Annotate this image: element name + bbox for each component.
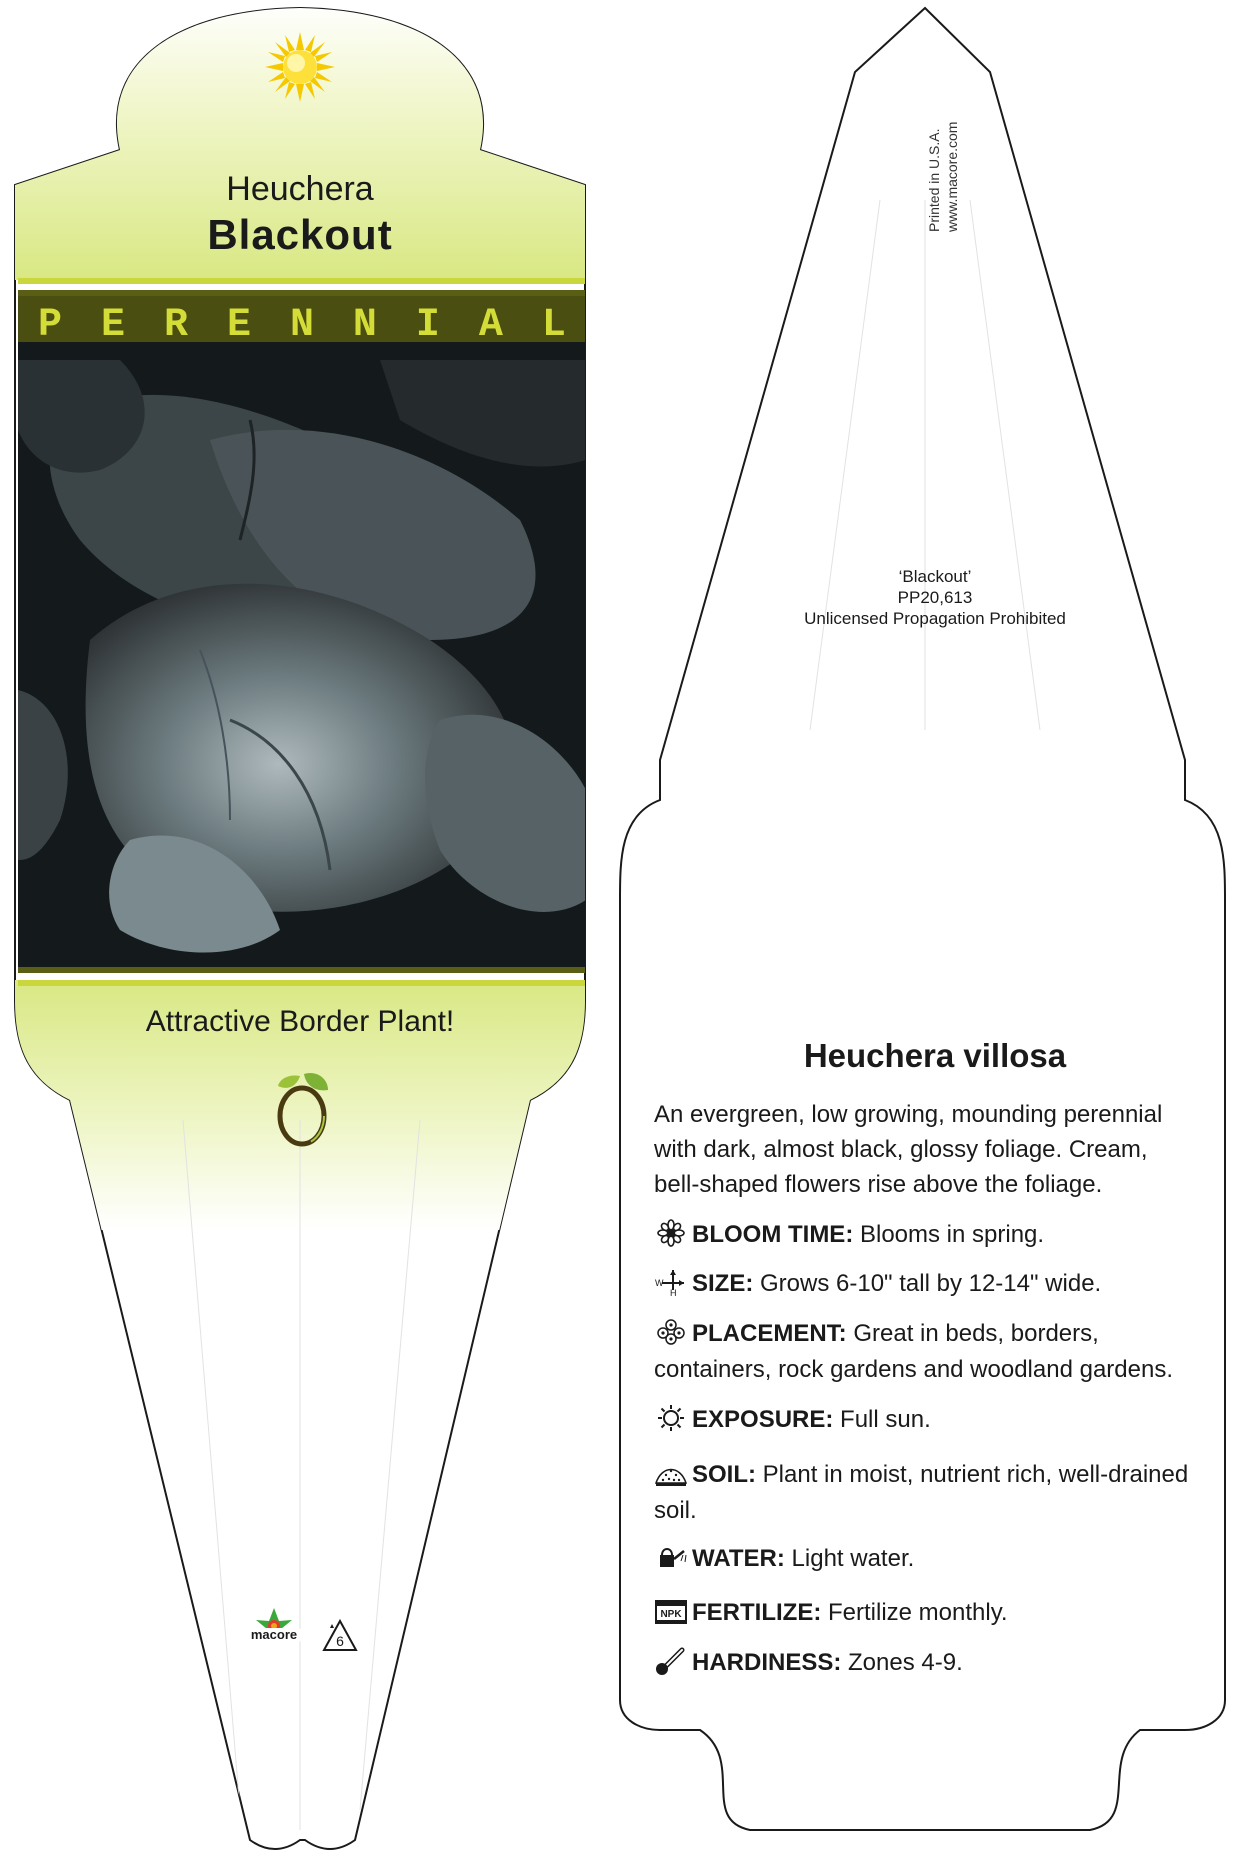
category-letter: A [478, 303, 503, 348]
leaf-logo-icon [272, 1070, 332, 1150]
macore-logo-icon [245, 1606, 303, 1656]
front-tag [0, 0, 600, 1849]
fertilize-value: Fertilize monthly. [821, 1599, 1008, 1626]
size-w-label: W [655, 1278, 664, 1288]
exposure-value: Full sun. [833, 1406, 931, 1433]
size-value: Grows 6-10" tall by 12-14" wide. [753, 1270, 1102, 1297]
care-size [654, 1266, 1194, 1302]
flower-icon [654, 1219, 688, 1247]
care-placement [654, 1316, 1194, 1388]
water-label: WATER: [692, 1545, 785, 1572]
npk-text: NPK [660, 1609, 682, 1620]
category-letter: E [100, 303, 125, 348]
soil-icon [654, 1459, 688, 1487]
species-name: Heuchera villosa [803, 1037, 1067, 1074]
patent-number: PP20,613 [897, 588, 973, 607]
placement-icon [654, 1318, 688, 1346]
watering-can-icon [654, 1543, 688, 1571]
category-letter: E [226, 303, 251, 348]
care-hardiness [654, 1645, 1194, 1681]
size-h-label: H [670, 1288, 677, 1296]
thermometer-icon [654, 1647, 688, 1675]
category-letter: N [289, 303, 314, 348]
tagline: Attractive Border Plant! [145, 1005, 455, 1038]
patent-cultivar: ‘Blackout’ [898, 567, 972, 586]
fertilize-label: FERTILIZE: [692, 1599, 822, 1626]
exposure-label: EXPOSURE: [692, 1406, 834, 1433]
recycle-icon [320, 1618, 360, 1654]
water-value: Light water. [784, 1545, 915, 1572]
care-exposure [654, 1402, 1194, 1438]
hardiness-value: Zones 4-9. [841, 1649, 963, 1676]
soil-value: Plant in moist, nutrient rich, well-drained soil. [654, 1461, 1189, 1524]
propagation-notice: Unlicensed Propagation Prohibited [804, 609, 1066, 628]
care-water [654, 1541, 1194, 1577]
care-fertilize [654, 1595, 1194, 1631]
hardiness-label: HARDINESS: [692, 1649, 842, 1676]
category-letter: P [38, 303, 63, 348]
size-arrows-icon [654, 1268, 688, 1296]
bloom-time-label: BLOOM TIME: [692, 1221, 854, 1248]
care-bloom-time [654, 1217, 1194, 1253]
cultivar-name: Blackout [207, 211, 393, 258]
common-name: Heuchera [226, 170, 374, 208]
bloom-time-value: Blooms in spring. [853, 1221, 1045, 1248]
printed-in-usa: Printed in U.S.A. [926, 128, 942, 232]
category-band [18, 300, 586, 352]
category-letter: L [541, 303, 566, 348]
category-letter: R [163, 303, 188, 348]
category-letter: I [415, 303, 440, 348]
macore-logo-text: macore [250, 1627, 298, 1642]
recycle-code: 6 [336, 1633, 344, 1649]
sun-outline-icon [654, 1404, 688, 1432]
description: An evergreen, low growing, mounding perennial with dark, almost black, glossy foliage. Cream, bell-shaped flowers rise above the foliage. [654, 1101, 1163, 1198]
placement-label: PLACEMENT: [692, 1320, 847, 1347]
placement-value: Great in beds, borders, containers, rock gardens and woodland gardens. [654, 1320, 1173, 1383]
sun-icon [265, 32, 335, 102]
soil-label: SOIL: [692, 1461, 756, 1488]
size-label: SIZE: [692, 1270, 754, 1297]
website: www.macore.com [944, 121, 960, 232]
npk-icon [654, 1597, 688, 1625]
category-letter: N [352, 303, 377, 348]
care-soil [654, 1457, 1194, 1529]
